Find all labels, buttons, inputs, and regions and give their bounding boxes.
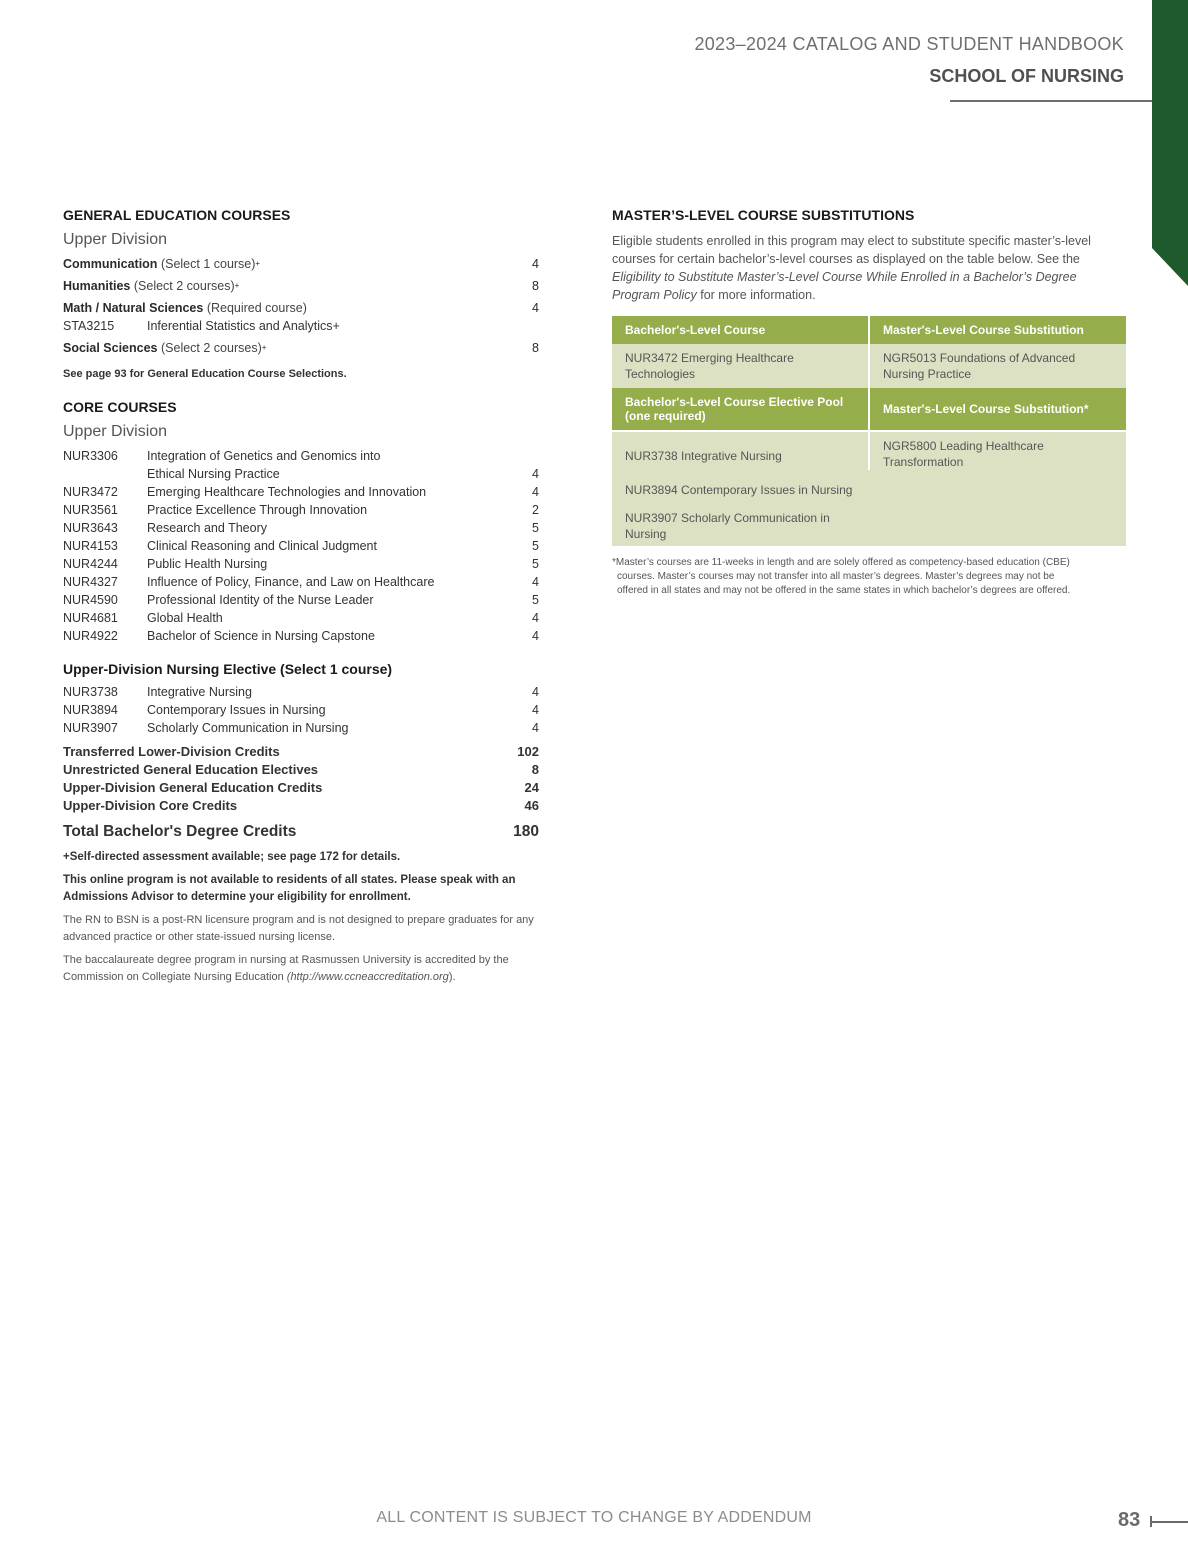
- total-row: [63, 779, 539, 797]
- gen-ed-label: Communication: [63, 257, 158, 271]
- course-credits: 5: [532, 593, 539, 607]
- grand-total-credits: 180: [513, 823, 539, 840]
- col-header-master: Master's-Level Course Substitution: [869, 316, 1126, 344]
- elective-row: [63, 683, 539, 701]
- catalog-title: 2023–2024 CATALOG AND STUDENT HANDBOOK: [694, 34, 1124, 54]
- course-code: STA3215: [63, 319, 115, 333]
- course-title: Integration of Genetics and Genomics into: [147, 449, 381, 463]
- course-credits: 4: [532, 485, 539, 499]
- course-row: [63, 591, 539, 609]
- core-heading: CORE COURSES: [63, 399, 177, 415]
- gen-ed-sup: +: [255, 259, 261, 268]
- table-header-row: [612, 388, 1126, 431]
- total-label: Upper-Division Core Credits: [63, 798, 238, 813]
- course-row: [63, 573, 539, 591]
- course-credits: 2: [532, 503, 539, 517]
- masters-heading: MASTER’S-LEVEL COURSE SUBSTITUTIONS: [612, 207, 915, 223]
- total-row: [63, 797, 539, 815]
- course-row: [63, 537, 539, 555]
- footer-text: ALL CONTENT IS SUBJECT TO CHANGE BY ADDENDUM: [376, 1509, 812, 1526]
- gen-ed-label: Humanities: [63, 279, 131, 293]
- pool-header-master: Master's-Level Course Substitution*: [869, 388, 1126, 431]
- table-row: [612, 344, 1126, 388]
- sta-course-row: [63, 317, 539, 335]
- course-credits: 4: [532, 629, 539, 643]
- elective-row: [63, 719, 539, 737]
- course-credits: 4: [532, 467, 539, 481]
- gen-ed-sup: +: [234, 281, 240, 290]
- header-rule: [950, 100, 1152, 102]
- course-code: NUR3907: [63, 721, 118, 735]
- self-directed-text: Self-directed assessment available; see page 172 for details.: [69, 851, 401, 863]
- course-credits: 4: [532, 575, 539, 589]
- table-footnote: [612, 556, 1126, 598]
- course-code: NUR3643: [63, 521, 118, 535]
- gen-ed-note: (Required course): [206, 301, 307, 315]
- course-row: [63, 447, 539, 483]
- total-credits: 102: [517, 744, 539, 759]
- course-title: Research and Theory: [147, 521, 267, 535]
- course-title-cont: Ethical Nursing Practice: [147, 467, 280, 481]
- grand-total-row: [63, 823, 539, 841]
- table-row: [612, 431, 1126, 470]
- gen-ed-credits: 8: [532, 341, 539, 355]
- course-row: [63, 609, 539, 627]
- course-title: Global Health: [147, 611, 223, 625]
- availability-note: This online program is not available to residents of all states. Please speak with an Admissions Advisor to determine your eligibility for enrollment.: [63, 874, 516, 903]
- course-row: [63, 483, 539, 501]
- master-course: NGR5013 Foundations of Advanced Nursing Practice: [869, 344, 1126, 388]
- course-sup: +: [332, 319, 340, 333]
- grand-total-label: Total Bachelor's Degree Credits: [63, 823, 297, 840]
- pool-header-bachelor: Bachelor's-Level Course Elective Pool (one required): [612, 388, 869, 431]
- gen-ed-note: (Select 2 courses): [133, 279, 235, 293]
- total-label: Upper-Division General Education Credits: [63, 780, 323, 795]
- footnote-line: *Master’s courses are 11-weeks in length and are solely offered as competency-based education (CBE): [612, 557, 1070, 568]
- course-code: NUR3738: [63, 685, 118, 699]
- course-code: NUR4681: [63, 611, 118, 625]
- gen-ed-row: [63, 299, 539, 317]
- accreditation-link[interactable]: (http://www.ccneaccreditation.org: [286, 971, 449, 983]
- page-number-rule: [1150, 1521, 1188, 1523]
- left-column: [63, 206, 539, 992]
- rn-bsn-note: The RN to BSN is a post-RN licensure program and is not designed to prepare graduates for any advanced practice or other state-issued nursing license.: [63, 914, 534, 943]
- course-title: Professional Identity of the Nurse Leader: [147, 593, 374, 607]
- course-title: Bachelor of Science in Nursing Capstone: [147, 629, 375, 643]
- gen-ed-row: [63, 277, 539, 295]
- accreditation-end: ).: [448, 971, 456, 983]
- footnote-line: offered in all states and may not be offered in the same states in which bachelor’s degrees are offered.: [617, 585, 1071, 596]
- course-title: Contemporary Issues in Nursing: [147, 703, 326, 717]
- masters-intro: [612, 232, 1126, 304]
- total-label: Transferred Lower-Division Credits: [63, 744, 280, 759]
- pool-course: NUR3907 Scholarly Communication in Nursing: [612, 504, 869, 546]
- pool-course: NUR3894 Contemporary Issues in Nursing: [612, 470, 869, 504]
- course-credits: 5: [532, 539, 539, 553]
- course-credits: 4: [532, 685, 539, 699]
- total-credits: 46: [524, 798, 539, 813]
- course-row: [63, 519, 539, 537]
- elective-heading: Upper-Division Nursing Elective (Select 1 course): [63, 661, 393, 677]
- course-row: [63, 627, 539, 645]
- self-directed-note: [63, 849, 539, 866]
- gen-ed-label: Social Sciences: [63, 341, 158, 355]
- gen-ed-note: (Select 1 course): [160, 257, 256, 271]
- gen-ed-heading: GENERAL EDUCATION COURSES: [63, 207, 291, 223]
- gen-ed-division: Upper Division: [63, 231, 168, 248]
- course-code: NUR3306: [63, 449, 118, 463]
- bachelor-course: NUR3472 Emerging Healthcare Technologies: [612, 344, 869, 388]
- core-division: Upper Division: [63, 423, 168, 440]
- gen-ed-row: [63, 339, 539, 357]
- course-title: Integrative Nursing: [147, 685, 252, 699]
- col-header-bachelor: Bachelor's-Level Course: [612, 316, 869, 344]
- footnote-line: courses. Master’s courses may not transfer into all master’s degrees. Master’s degrees may not be: [617, 571, 1055, 582]
- course-code: NUR3894: [63, 703, 118, 717]
- plus-mark: +: [63, 851, 70, 863]
- total-row: [63, 743, 539, 761]
- total-credits: 24: [524, 780, 539, 795]
- gen-ed-credits: 4: [532, 257, 539, 271]
- elective-row: [63, 701, 539, 719]
- course-title: Practice Excellence Through Innovation: [147, 503, 368, 517]
- total-credits: 8: [531, 762, 539, 777]
- gen-ed-row: [63, 255, 539, 273]
- course-code: NUR4922: [63, 629, 118, 643]
- gen-ed-credits: 8: [532, 279, 539, 293]
- course-credits: 4: [532, 703, 539, 717]
- course-credits: 4: [532, 721, 539, 735]
- intro-end: for more information.: [696, 288, 816, 302]
- gen-ed-note: (Select 2 courses): [161, 341, 262, 355]
- course-code: NUR4327: [63, 575, 118, 589]
- right-column: [612, 206, 1126, 598]
- course-credits: 5: [532, 557, 539, 571]
- course-code: NUR4244: [63, 557, 118, 571]
- course-title: Influence of Policy, Finance, and Law on Healthcare: [147, 575, 435, 589]
- course-title: Clinical Reasoning and Clinical Judgment: [147, 539, 377, 553]
- course-title: Inferential Statistics and Analytics: [147, 319, 333, 333]
- intro-text: Eligible students enrolled in this program may elect to substitute specific master’s-level courses for certain bachelor’s-level courses as displayed on the table below. See the: [612, 234, 1091, 266]
- see-page-note: See page 93 for General Education Course Selections.: [63, 368, 347, 380]
- table-header-row: [612, 316, 1126, 344]
- course-title: Scholarly Communication in Nursing: [147, 721, 349, 735]
- accreditation-text: The baccalaureate degree program in nursing at Rasmussen University is accredited by the Commission on Collegiate Nursing Education: [63, 954, 509, 983]
- substitution-table: [612, 316, 1126, 546]
- course-row: [63, 555, 539, 573]
- course-code: NUR3561: [63, 503, 118, 517]
- gen-ed-credits: 4: [532, 301, 539, 315]
- course-code: NUR4590: [63, 593, 118, 607]
- total-label: Unrestricted General Education Electives: [63, 762, 319, 777]
- course-row: [63, 501, 539, 519]
- pool-course: NUR3738 Integrative Nursing: [612, 431, 869, 470]
- page-number-tick: [1150, 1516, 1152, 1527]
- policy-name: Eligibility to Substitute Master’s-Level Course While Enrolled in a Bachelor’s Degree Program Policy: [612, 270, 1077, 302]
- gen-ed-sup: +: [261, 343, 267, 352]
- gen-ed-label: Math / Natural Sciences: [63, 301, 204, 315]
- course-title: Public Health Nursing: [147, 557, 268, 571]
- section-title: SCHOOL OF NURSING: [929, 66, 1124, 86]
- course-code: NUR4153: [63, 539, 118, 553]
- total-row: [63, 761, 539, 779]
- side-tab: [1152, 0, 1188, 286]
- accreditation-note: [63, 952, 539, 986]
- course-code: NUR3472: [63, 485, 118, 499]
- course-credits: 5: [532, 521, 539, 535]
- course-title: Emerging Healthcare Technologies and Innovation: [147, 485, 427, 499]
- course-credits: 4: [532, 611, 539, 625]
- pool-master-course: NGR5800 Leading Healthcare Transformation: [869, 431, 1126, 546]
- page-number: 83: [1118, 1509, 1141, 1531]
